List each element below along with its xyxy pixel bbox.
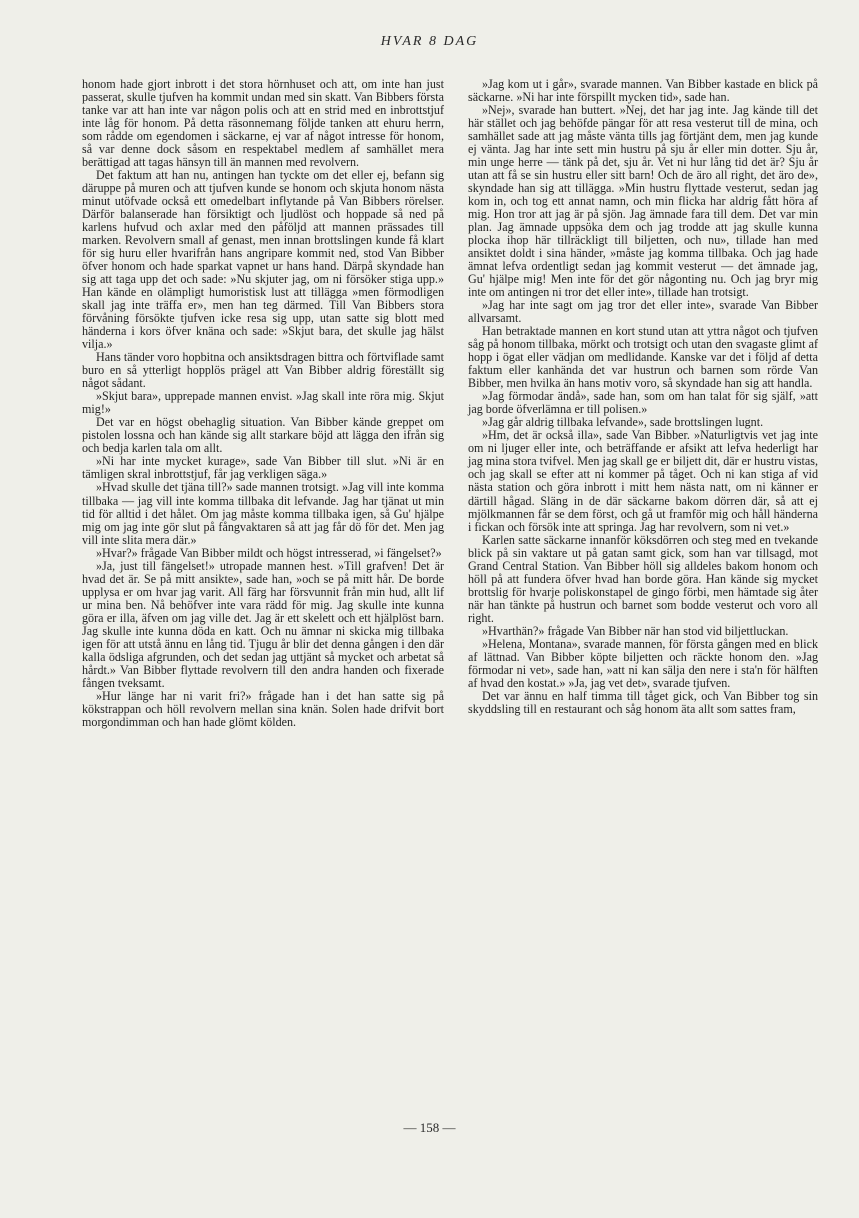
paragraph: Det faktum att han nu, antingen han tyckte om det eller ej, befann sig däruppe på muren och att tjufven kunde se honom och skjuta honom nästa minut utöfvade också ett omedelbart inflytande på Van Bibbers rörelser. Därför balanserade han försiktigt och ljudlöst och hoppade så ned på karlens hufvud och axlar med den påföljd att mannen prässades till marken. Revolvern small af genast, men innan brottslingen kunde få klart för sig huru eller hvarifrån hans angripare kommit ned, stod Van Bibber öfver honom och hade sparkat vapnet ur hans hand. Därpå skyndade han sig att taga upp det och sade: »Nu skjuter jag, om ni försöker stiga upp.» Han kände en olämpligt humoristisk lust att tillägga »men förmodligen skall jag inte träffa er», men han teg därmed. Till Van Bibbers stora förvåning försökte tjufven icke resa sig upp, utan satte sig blott med händerna i kors öfver knäna och sade: »Skjut bara, det skulle jag hälst vilja.» [82,168,444,352]
left-column [82,78,444,729]
paragraph: »Skjut bara», upprepade mannen envist. »Jag skall inte röra mig. Skjut mig!» [82,389,444,417]
running-header: HVAR 8 DAG [380,34,479,49]
paragraph: Det var ännu en half timma till tåget gick, och Van Bibber tog sin skyddsling till en restaurant och såg honom äta allt som sattes fram, [468,688,818,716]
paragraph: »Nej», svarade han buttert. »Nej, det har jag inte. Jag kände till det här stället och jag behöfde pängar för att resa vesterut till de mina, och samhället sade att jag måste vänta tills jag förtjänt dem, men jag kunde ej vänta. Jag har inte sett min hustru på sju år eller min dotter. Sju år, min unge herre — tänk på det, sju år. Vet ni hur lång tid det är? Sju år utan att få se sin hustru eller sitt barn! Och de äro all right, det äro de», skyndade han sig att tillägga. »Min hustru flyttade vesterut, sedan jag kom in, och tog ett annat namn, och min flicka har aldrig fått höra af mig. Hon tror att jag är på sjön. Jag ämnade fara till dem. Det var min plan. Jag ämnade uppsöka dem och jag trodde att jag skulle kunna plocka ihop här tillräckligt till biljetten, och nu», tillade han med ansiktet doldt i sina händer, »måste jag komma tillbaka. Och jag hade ämnat lefva ordentligt sedan jag kommit vesterut — det ämnade jag, Gu' hjälpe mig! Men inte för det gör någonting nu. Och jag bryr mig inte om antingen ni tror det eller inte», tillade han trotsigt. [468,103,818,300]
paragraph: »Jag kom ut i går», svarade mannen. Van Bibber kastade en blick på säckarne. »Ni har inte förspillt mycken tid», sade han. [468,77,818,105]
paragraph: »Jag förmodar ändå», sade han, som om han talat för sig själf, »att jag borde öfverlämna er till polisen.» [468,389,818,417]
right-column [468,78,818,716]
paragraph: »Hvarthän?» frågade Van Bibber när han stod vid biljettluckan. [482,623,789,638]
paragraph: Hans tänder voro hopbitna och ansiktsdragen bittra och förtviflade samt buro en så ytterligt hopplös prägel att Van Bibber aldrig föreställt sig något sådant. [82,350,444,391]
paragraph: »Ni har inte mycket kurage», sade Van Bibber till slut. »Ni är en tämligen skral inbrottstjuf, får jag verkligen säga.» [82,454,444,482]
paragraph: »Hvad skulle det tjäna till?» sade mannen trotsigt. »Jag vill inte komma tillbaka — jag vill inte komma tillbaka dit lefvande. Jag har tjänat ut min tid för alltid i det hålet. Om jag måste komma tillbaka igen, så Gu' hjälpe mig om jag inte gör slut på fångvaktaren så att jag får dö för det. Men jag vill inte slita mera där.» [82,480,444,547]
paragraph: Han betraktade mannen en kort stund utan att yttra något och tjufven såg på honom tillbaka, mörkt och trotsigt och utan den svagaste glimt af hopp i ögat eller vädjan om medlidande. Kanske var det i följd af detta faktum eller kanhända det var hustrun och barnen som rörde Van Bibber, men hvilka än hans motiv voro, så skyndade han sig att handla. [468,324,818,391]
paragraph: Karlen satte säckarne innanför köksdörren och steg med en tvekande blick på sin vaktare ut på gatan samt gick, som han var tillsagd, mot Grand Central Station. Van Bibber höll sig alldeles bakom honom och höll på att fundera öfver hvad han borde göra. Han kände sig mycket brottslig för hvarje poliskonstapel de gingo förbi, men hämtade sig åter när han tänkte på hustrun och barnet som bodde vesterut och voro all right. [468,532,818,625]
paragraph: »Ja, just till fängelset!» utropade mannen hest. »Till grafven! Det är hvad det är. Se på mitt ansikte», sade han, »och se på mitt hår. De borde upplysa er om hvar jag varit. All färg har försvunnit från min hud, allt lif ur mina ben. Nå behöfver inte vara rädd för mig. Jag skulle inte kunna göra er illa, äfven om jag ville det. Jag är ett skelett och ett hjälplöst barn. Jag skulle inte kunna döda en katt. Och nu ämnar ni skicka mig tillbaka igen för att utstå ännu en lång tid. Tjugu år blir det denna gången i den där kalla ödsliga afgrunden, och det sedan jag uttjänt så mycket och arbetat så hårdt.» Van Bibber flyttade revolvern till den andra handen och fixerade fången tveksamt. [82,558,444,690]
paragraph: Det var en högst obehaglig situation. Van Bibber kände greppet om pistolen lossna och han kände sig allt starkare böjd att lägga den ifrån sig och bedja karlen tala om allt. [82,415,444,456]
paragraph: »Hm, det är också illa», sade Van Bibber. »Naturligtvis vet jag inte om ni ljuger eller inte, och beträffande er afsikt att lefva hederligt har jag mina stora tvifvel. Men jag skall ge er biljett dit, där er hustru vistas, och jag skall se efter att ni kommer på tåget. Och ni kan stiga af vid nästa station och göra inbrott i mitt hem nästa natt, om ni känner er därtill hågad. Släng in de där säckarne bakom dörren där, så att ej mjölkmannen får se dem först, och gå ut framför mig och håll händerna i fickan och försök inte att springa. Jag har revolvern, som ni vet.» [468,428,818,534]
paragraph: »Helena, Montana», svarade mannen, för första gången med en blick af lättnad. Van Bibber köpte biljetten och räckte honom den. »Jag förmodar ni vet», sade han, »att ni kan sälja den nere i sta'n för hälften af hvad den kostat.» »Ja, jag vet det», svarade tjufven. [468,636,818,690]
paragraph: »Hur länge har ni varit fri?» frågade han i det han satte sig på kökstrappan och höll revolvern mellan sina knän. Solen hade drifvit bort morgondimman och han hade glömt kölden. [82,688,444,729]
paragraph: »Jag går aldrig tillbaka lefvande», sade brottslingen lugnt. [482,415,764,430]
paragraph: »Jag har inte sagt om jag tror det eller inte», svarade Van Bibber allvarsamt. [468,298,818,326]
paragraph: honom hade gjort inbrott i det stora hörnhuset och att, om inte han just passerat, skulle tjufven ha kommit undan med sin skatt. Van Bibbers första tanke var att han inte var någon polis och att en strid med en inbrottstjuf inte låg för honom. På detta räsonnemang följde tanken att ehuru herrn, som rådde om egendomen i säckarne, ej var af något intresse för honom, så var denne dock såsom en respektabel medlem af samhället mera berättigad att tagas hänsyn till än mannen med revolvern. [82,77,444,170]
page-number: — 158 — [403,1120,456,1135]
paragraph: »Hvar?» frågade Van Bibber mildt och högst intresserad, »i fängelset?» [96,545,442,560]
